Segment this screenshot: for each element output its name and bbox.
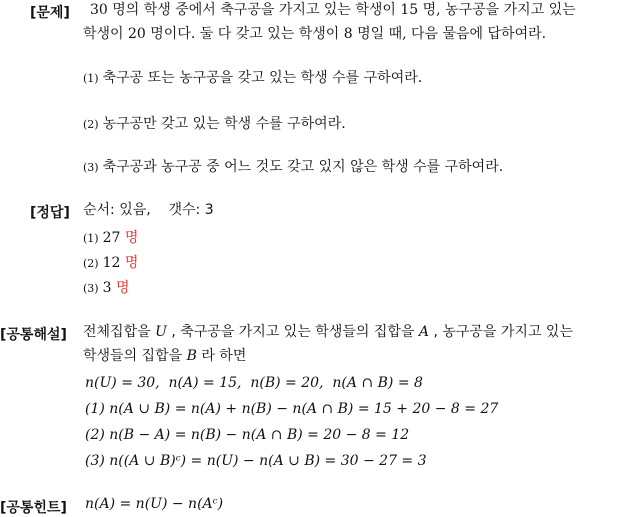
- question-3-text: 축구공과 농구공 중 어느 것도 갖고 있지 않은 학생 수를 구하여라.: [102, 159, 504, 175]
- hint-formula: n(A) = n(U) − n(Aᶜ): [85, 496, 224, 512]
- set-a-symbol: A: [418, 324, 430, 340]
- answer-1-value: 27: [102, 230, 121, 246]
- set-b-symbol: B: [186, 348, 197, 364]
- question-1: [83, 68, 422, 89]
- problem-text-line1: 30 명의 학생 중에서 축구공을 가지고 있는 학생이 15 명, 농구공을 가지고 있는: [90, 2, 576, 18]
- equation-given-values: n(U) = 30, n(A) = 15, n(B) = 20, n(A ∩ B) = 8: [85, 375, 423, 391]
- answer-order-text: 순서: 있음, 갯수: 3: [83, 202, 214, 218]
- problem-text-line2: 학생이 20 명이다. 둘 다 갖고 있는 학생이 8 명일 때, 다음 물음에 답하여라.: [83, 26, 547, 42]
- answer-item-2: [83, 253, 138, 274]
- equation-step-2: (2) n(B − A) = n(B) − n(A ∩ B) = 20 − 8 = 12: [85, 427, 410, 443]
- answer-item-3: [83, 278, 130, 299]
- question-1-number: (1): [83, 72, 99, 85]
- answer-1-unit: 명: [124, 230, 139, 246]
- question-2: [83, 114, 346, 135]
- answer-3-unit: 명: [115, 280, 130, 296]
- answer-2-value: 12: [102, 255, 121, 271]
- explanation-intro1-c: , 농구공을 가지고 있는: [429, 324, 573, 340]
- equation-step-1: (1) n(A ∪ B) = n(A) + n(B) − n(A ∩ B) = 15 + 20 − 8 = 27: [85, 401, 499, 417]
- set-u-symbol: U: [155, 324, 167, 340]
- explanation-intro-line1: [83, 322, 573, 342]
- explanation-intro2-a: 학생들의 집합을: [83, 348, 187, 364]
- explanation-intro-line2: [83, 346, 246, 366]
- question-2-number: (2): [83, 118, 99, 131]
- answer-2-number: (2): [83, 257, 99, 270]
- equation-step-3: (3) n((A ∪ B)ᶜ) = n(U) − n(A ∪ B) = 30 − 27 = 3: [85, 453, 427, 469]
- question-3: [83, 157, 503, 178]
- explanation-label: [공통해설]: [0, 327, 67, 343]
- hint-label: [공통힌트]: [0, 500, 67, 516]
- explanation-intro1-a: 전체집합을: [83, 324, 156, 340]
- answer-label: [정답]: [30, 205, 70, 221]
- answer-3-number: (3): [83, 282, 99, 295]
- explanation-intro1-b: , 축구공을 가지고 있는 학생들의 집합을: [166, 324, 419, 340]
- answer-item-1: [83, 228, 138, 249]
- question-3-number: (3): [83, 161, 99, 174]
- answer-3-value: 3: [102, 280, 112, 296]
- answer-1-number: (1): [83, 232, 99, 245]
- question-2-text: 농구공만 갖고 있는 학생 수를 구하여라.: [102, 116, 346, 132]
- explanation-intro2-b: 라 하면: [196, 348, 247, 364]
- answer-2-unit: 명: [124, 255, 139, 271]
- problem-label: [문제]: [30, 5, 70, 21]
- question-1-text: 축구공 또는 농구공을 갖고 있는 학생 수를 구하여라.: [102, 70, 423, 86]
